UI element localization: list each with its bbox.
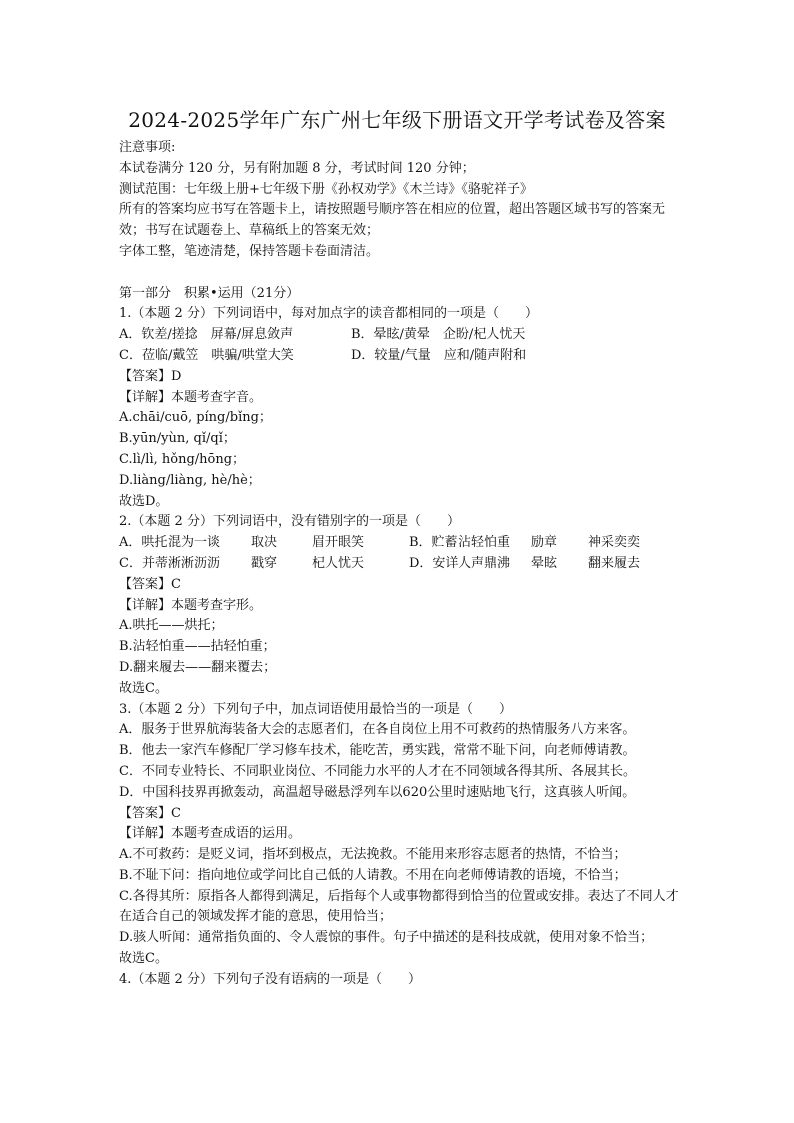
answer: 【答案】C [119,576,181,592]
answer: 【答案】C [119,805,181,821]
option-c-word: 杞人忧天 [312,555,365,571]
question-stem: 3.（本题 2 分）下列句子中，加点词语使用最恰当的一项是（ ） [119,701,512,717]
option-b-word: 沾轻怕重 [458,535,511,551]
option-b-word: 神采奕奕 [588,535,641,551]
detail-line: B.沾轻怕重——拈轻怕重； [119,639,276,655]
option-a: A．钦差/搓捻 屏幕/屏息敛声 [119,327,294,343]
notice-heading: 注意事项: [119,140,176,155]
option-b-word: B．贮蓄 [409,535,458,551]
detail-heading: 【详解】本题考查字形。 [119,597,263,613]
option-b: B．他去一家汽车修配厂学习修车技术，能吃苦，勇实践，常常不耻下问，向老师傅请教。 [119,743,636,759]
option-b: B．晕眩/黄晕 企盼/杞人忧天 [351,327,526,343]
option-row [119,346,679,367]
detail-line: B.yūn/yùn, qǐ/qǐ； [119,431,236,447]
option-a: A．服务于世界航海装备大会的志愿者们，在各自岗位上用不可救药的热情服务八方来客。 [119,722,636,738]
option-d-word: D．安详 [409,555,459,571]
detail-line: D.liàng/liàng, hè/hè； [119,472,261,488]
option-c-word: 淅淅沥沥 [168,555,221,571]
notice-line: 所有的答案均应书写在答题卡上，请按照题号顺序答在相应的位置，超出答题区域书写的答案无效；书写在试题卷上、草稿纸上的答案无效； [119,202,666,239]
detail-line: A.哄托——烘托； [119,618,224,634]
conclusion: 故选C。 [119,951,168,967]
option-row [119,533,679,554]
option-c-word: 戳穿 [251,555,278,571]
document-body [119,138,679,991]
option-a-word: 取决 [251,535,278,551]
answer: 【答案】D [119,368,182,384]
option-c: C．不同专业特长、不同职业岗位、不同能力水平的人才在不同领域各得其所、各展其长。 [119,763,636,779]
option-d-word: 人声鼎沸 [458,555,511,571]
option-a-word: A．哄托 [119,535,168,551]
option-c: C．莅临/戴笠 哄骗/哄堂大笑 [119,347,294,363]
option-d: D．较量/气量 应和/随声附和 [351,347,527,363]
conclusion: 故选C。 [119,680,168,696]
option-row [119,554,679,575]
explanation-line: B.不耻下问：指向地位或学问比自己低的人请教。不用在向老师傅请教的语境，不恰当； [119,867,627,883]
question-stem: 2.（本题 2 分）下列词语中，没有错别字的一项是（ ） [119,514,460,530]
option-a-word: 眉开眼笑 [312,535,365,551]
option-c-word: C．并蒂 [119,555,168,571]
conclusion: 故选D。 [119,493,169,509]
spacer [119,263,679,284]
notice-line: 本试卷满分 120 分，另有附加题 8 分，考试时间 120 分钟； [119,160,475,176]
detail-heading: 【详解】本题考查字音。 [119,389,263,405]
detail-line: C.lì/lì, hǒng/hōng； [119,451,246,467]
option-a-word: 混为一谈 [168,535,221,551]
option-b-word: 励章 [531,535,558,551]
notice-line: 字体工整，笔迹清楚，保持答题卡卷面清洁。 [119,243,380,259]
notice-line: 测试范围：七年级上册+七年级下册《孙权劝学》《木兰诗》《骆驼祥子》 [119,181,533,197]
explanation-line: C.各得其所：原指各人都得到满足，后指每个人或事物都得到恰当的位置或安排。表达了不同人才在适合自己的领域发挥才能的意思，使用恰当； [119,888,679,925]
detail-line: D.翻来履去——翻来覆去； [119,659,277,675]
option-d-word: 翻来履去 [588,555,641,571]
question-stem: 1.（本题 2 分）下列词语中，每对加点字的读音都相同的一项是（ ） [119,306,538,322]
detail-line: A.chāi/cuō, píng/bǐng； [119,410,272,426]
explanation-line: A.不可救药：是贬义词，指坏到极点，无法挽救。不能用来形容志愿者的热情，不恰当； [119,847,627,863]
detail-heading: 【详解】本题考查成语的运用。 [119,826,302,842]
question-stem: 4.（本题 2 分）下列句子没有语病的一项是（ ） [119,971,421,987]
explanation-line: D.骇人听闻：通常指负面的、令人震惊的事件。句子中描述的是科技成就，使用对象不恰当； [119,930,654,946]
option-d-word: 晕眩 [531,555,558,571]
page-title: 2024-2025学年广东广州七年级下册语文开学考试卷及答案 [128,108,666,132]
section-heading: 第一部分 积累•运用（21分） [119,285,300,301]
option-d: D．中国科技界再掀轰动，高温超导磁悬浮列车以620公里时速贴地飞行，这真骇人听闻。 [119,784,636,800]
option-row [119,325,679,346]
